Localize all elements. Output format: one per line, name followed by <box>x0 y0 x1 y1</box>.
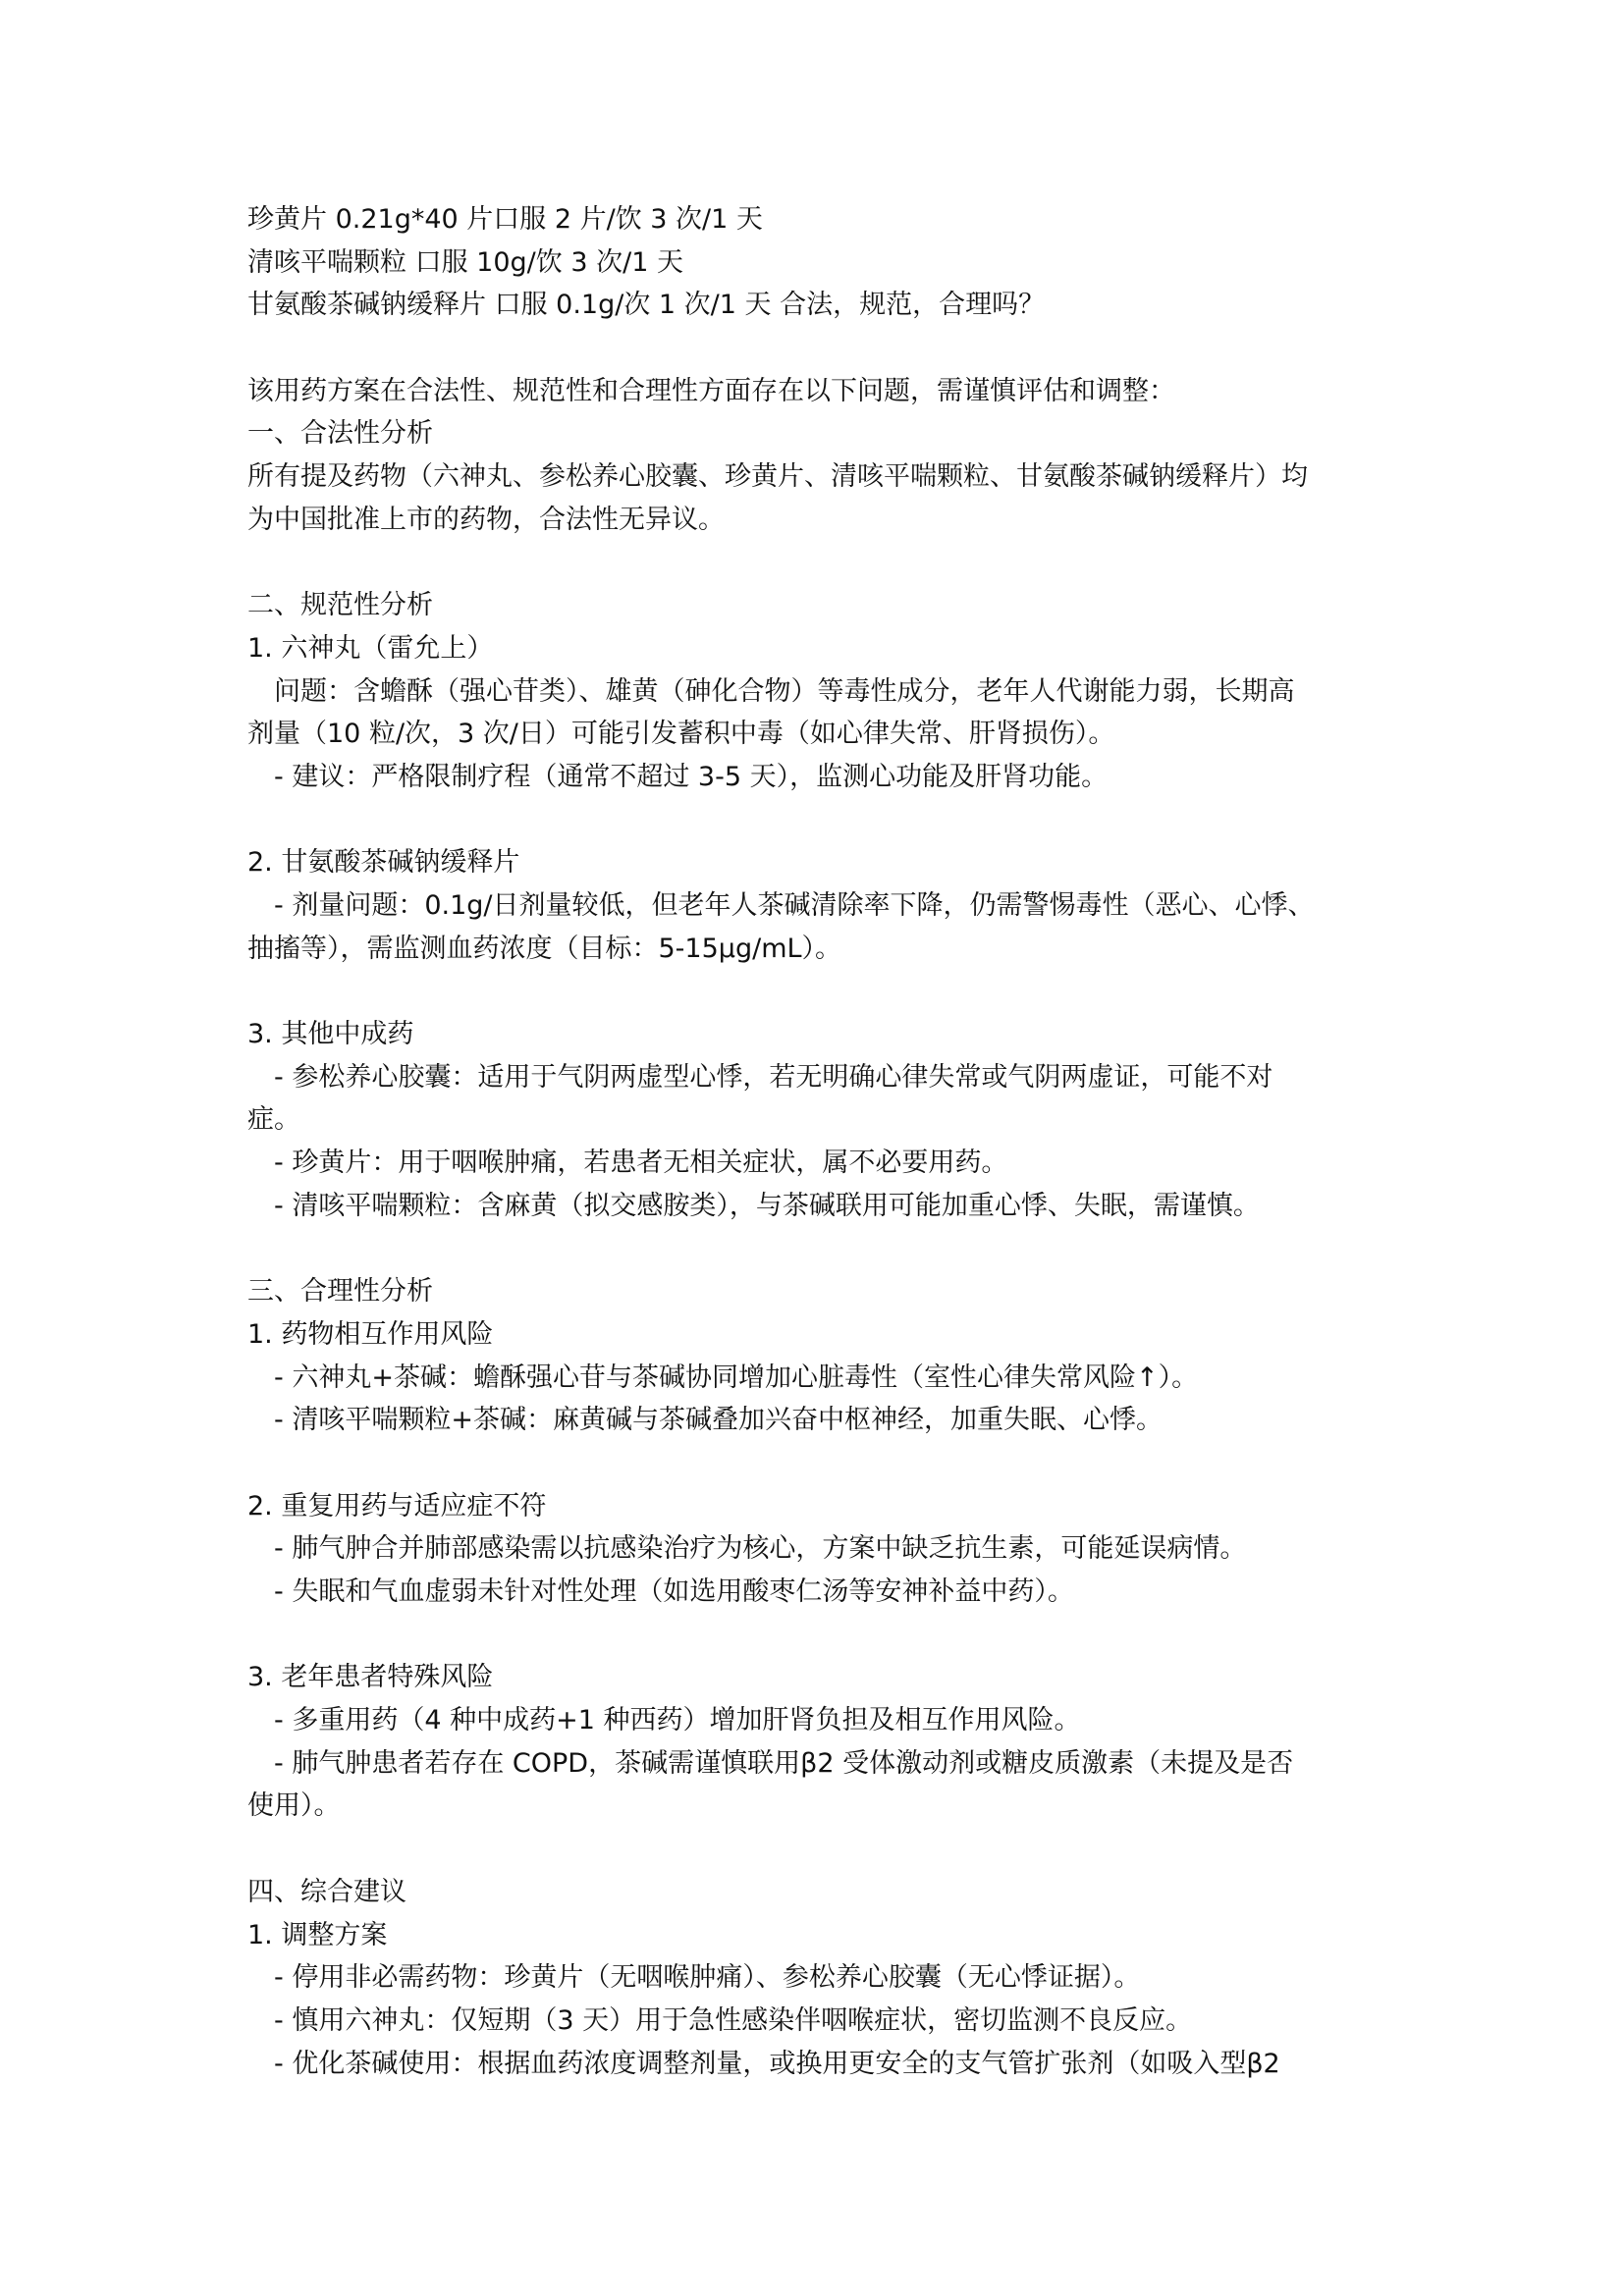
item-other-tcm-title: 3. 其他中成药 <box>247 1019 414 1050</box>
item-other-tcm-qingke: - 清咳平喘颗粒：含麻黄（拟交感胺类），与茶碱联用可能加重心悸、失眠，需谨慎。 <box>247 1190 1260 1221</box>
item-elderly-title: 3. 老年患者特殊风险 <box>247 1662 494 1693</box>
spacer <box>247 327 1396 370</box>
item-interaction-2: - 清咳平喘颗粒+茶碱：麻黄碱与茶碱叠加兴奋中枢神经，加重失眠、心悸。 <box>247 1405 1163 1436</box>
item-indication-title: 2. 重复用药与适应症不符 <box>247 1490 547 1522</box>
item-other-tcm-zhenhuang: - 珍黄片：用于咽喉肿痛，若患者无相关症状，属不必要用药。 <box>247 1148 1008 1179</box>
section-recommendation-title: 四、综合建议 <box>247 1876 406 1907</box>
item-theophylline-title: 2. 甘氨酸茶碱钠缓释片 <box>247 847 520 879</box>
rx-line-2: 清咳平喘颗粒 口服 10g/饮 3 次/1 天 <box>247 246 683 278</box>
rx-line-1: 珍黄片 0.21g*40 片口服 2 片/饮 3 次/1 天 <box>247 204 763 235</box>
item-indication-1: - 肺气肿合并肺部感染需以抗感染治疗为核心，方案中缺乏抗生素，可能延误病情。 <box>247 1533 1247 1565</box>
spacer <box>247 1614 1396 1657</box>
item-liushenwan-problem-1: 问题：含蟾酥（强心苷类）、雄黄（砷化合物）等毒性成分，老年人代谢能力弱，长期高 <box>247 675 1295 707</box>
item-theophylline-dose-2: 抽搐等），需监测血药浓度（目标：5-15μg/mL）。 <box>247 933 842 964</box>
item-adjust-3: - 优化茶碱使用：根据血药浓度调整剂量，或换用更安全的支气管扩张剂（如吸入型β2 <box>247 2048 1280 2079</box>
section-standard-title: 二、规范性分析 <box>247 590 433 621</box>
item-other-tcm-shensong-2: 症。 <box>247 1104 300 1136</box>
spacer <box>247 1228 1396 1271</box>
spacer <box>247 1828 1396 1871</box>
section-legality-text-1: 所有提及药物（六神丸、参松养心胶囊、珍黄片、清咳平喘颗粒、甘氨酸茶碱钠缓释片）均 <box>247 461 1308 493</box>
item-adjust-1: - 停用非必需药物：珍黄片（无咽喉肿痛）、参松养心胶囊（无心悸证据）。 <box>247 1962 1141 1994</box>
spacer <box>247 542 1396 585</box>
item-elderly-2b: 使用）。 <box>247 1790 341 1822</box>
rx-line-3: 甘氨酸茶碱钠缓释片 口服 0.1g/次 1 次/1 天 合法，规范，合理吗？ <box>247 290 1046 321</box>
intro-paragraph: 该用药方案在合法性、规范性和合理性方面存在以下问题，需谨慎评估和调整： <box>247 375 1175 406</box>
item-liushenwan-problem-2: 剂量（10 粒/次，3 次/日）可能引发蓄积中毒（如心律失常、肝肾损伤）。 <box>247 719 1115 750</box>
spacer <box>247 799 1396 842</box>
item-liushenwan-title: 1. 六神丸（雷允上） <box>247 632 494 664</box>
document-page <box>247 198 1396 2085</box>
item-theophylline-dose-1: - 剂量问题：0.1g/日剂量较低，但老年人茶碱清除率下降，仍需警惕毒性（恶心、心悸、 <box>247 890 1315 921</box>
item-liushenwan-advice: - 建议：严格限制疗程（通常不超过 3-5 天），监测心功能及肝肾功能。 <box>247 761 1109 792</box>
item-other-tcm-shensong-1: - 参松养心胶囊：适用于气阴两虚型心悸，若无明确心律失常或气阴两虚证，可能不对 <box>247 1061 1273 1093</box>
section-legality-text-2: 为中国批准上市的药物，合法性无异议。 <box>247 504 725 535</box>
item-interaction-title: 1. 药物相互作用风险 <box>247 1318 494 1350</box>
item-indication-2: - 失眠和气血虚弱未针对性处理（如选用酸枣仁汤等安神补益中药）。 <box>247 1576 1074 1607</box>
spacer <box>247 970 1396 1013</box>
item-elderly-1: - 多重用药（4 种中成药+1 种西药）增加肝肾负担及相互作用风险。 <box>247 1705 1081 1736</box>
section-rationality-title: 三、合理性分析 <box>247 1276 433 1308</box>
item-interaction-1: - 六神丸+茶碱：蟾酥强心苷与茶碱协同增加心脏毒性（室性心律失常风险↑）。 <box>247 1362 1199 1393</box>
item-elderly-2a: - 肺气肿患者若存在 COPD，茶碱需谨慎联用β2 受体激动剂或糖皮质激素（未提及是否 <box>247 1747 1294 1779</box>
item-adjust-title: 1. 调整方案 <box>247 1919 388 1950</box>
item-adjust-2: - 慎用六神丸：仅短期（3 天）用于急性感染伴咽喉症状，密切监测不良反应。 <box>247 2004 1193 2036</box>
section-legality-title: 一、合法性分析 <box>247 418 433 450</box>
spacer <box>247 1442 1396 1485</box>
